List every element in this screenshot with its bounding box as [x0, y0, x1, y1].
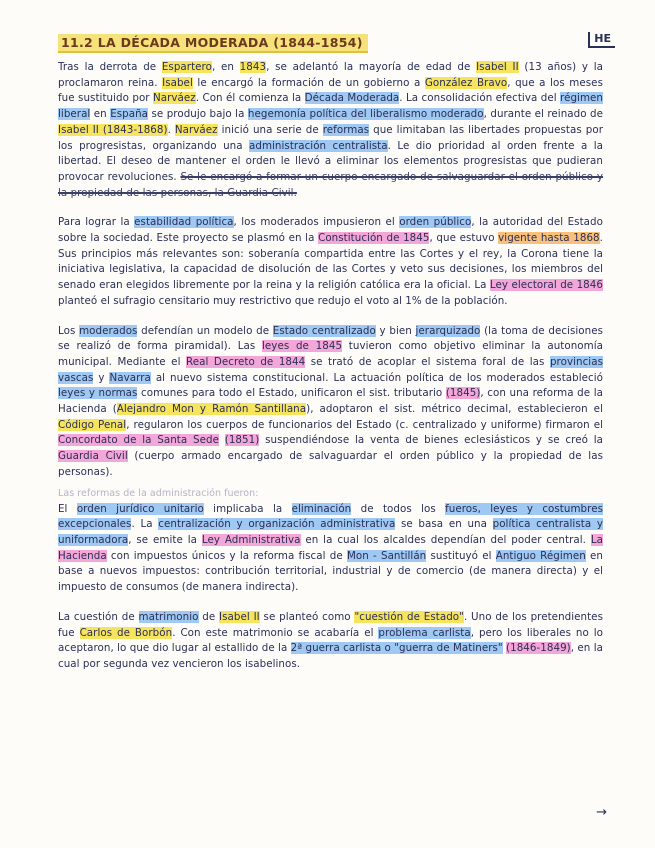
highlighted-text: régimen liberal — [58, 92, 604, 121]
text-run: , se emite la — [128, 533, 202, 546]
text-run: . La — [131, 518, 159, 531]
highlighted-text: Narváez — [174, 123, 218, 136]
text-run: , pero los liberales no lo aceptaron, lo que dio lugar al estallido de la — [58, 626, 604, 655]
text-run: defendían un modelo de — [137, 324, 273, 337]
faded-subheading — [58, 487, 603, 500]
highlighted-text: Isabel II (1843-1868) — [58, 123, 168, 136]
highlighted-text: jerarquizado — [415, 324, 481, 337]
text-run: y bien — [375, 324, 416, 337]
text-run: , la autoridad del Estado sobre la sociedad. Este proyecto se plasmó en la — [58, 216, 603, 245]
text-run: en la cual los alcaldes dependían del poder central. — [300, 533, 591, 546]
text-run: . Uno de los pretendientes fue — [58, 610, 603, 639]
text-run: inició una serie de — [217, 123, 323, 136]
highlighted-text: fueros, leyes y costumbres excepcionales — [58, 502, 603, 531]
paragraph — [58, 610, 603, 673]
highlighted-text: orden público — [399, 216, 472, 229]
highlighted-text: eliminación — [291, 502, 352, 515]
highlighted-text: Isabel — [162, 76, 193, 89]
text-run: (13 años) y la proclamaron reina. — [58, 61, 603, 89]
text-run: Para lograr la — [58, 216, 135, 229]
text-run: (cuerpo armado encargado de salvaguardar el orden público y la propiedad de las personas). — [58, 450, 603, 478]
notes-body — [58, 60, 603, 687]
highlighted-text: Concordato de la Santa Sede — [58, 434, 219, 447]
text-run: sustituyó el — [426, 549, 496, 562]
text-run: La cuestión de — [58, 610, 139, 623]
text-run: suspendiéndose la venta de bienes eclesiásticos y se creó la — [259, 434, 603, 447]
highlighted-text: orden jurídico unitario — [76, 502, 204, 515]
text-run: ), adoptaron el sist. métrico decimal, establecieron el — [306, 403, 603, 416]
text-run: se planteó como — [259, 610, 355, 623]
highlighted-text: matrimonio — [138, 610, 199, 623]
highlighted-text: vigente hasta 1868 — [498, 232, 600, 245]
text-run: El — [58, 502, 77, 515]
text-run: . Sus principios más relevantes son: soberanía compartida entre las Cortes y el rey, la Corona tiene la iniciativa legislativa, la capacidad de disolución de las Cortes y veto sus decisiones, los miembros del senado eran elegidos libremente por la reina y la religión católica era la oficial. La — [58, 232, 603, 292]
page-header — [58, 34, 615, 56]
highlighted-text: Real Decreto de 1844 — [185, 355, 306, 368]
highlighted-text: estabilidad política — [134, 216, 234, 229]
highlighted-text: España — [110, 108, 149, 121]
paragraph — [58, 324, 603, 481]
highlighted-text: Ley electoral de 1846 — [489, 279, 603, 292]
text-run: en base a nuevos impuestos: contribución territorial, industrial y de comercio (de manera directa) y el impuesto de consumos (de manera indirecta). — [58, 549, 603, 594]
highlighted-text: política centralista y uniformadora — [58, 518, 604, 546]
text-run: , en — [211, 61, 240, 73]
text-run: de — [198, 610, 220, 623]
highlighted-text: Código Penal — [58, 418, 127, 431]
text-run: se trató de acoplar el sistema foral de las — [305, 355, 550, 368]
text-run: (la toma de decisiones se realizó de forma piramidal). Las — [58, 324, 603, 353]
text-run: , en la cual por segunda vez vencieron los isabelinos. — [58, 642, 603, 670]
paragraph — [58, 60, 603, 201]
highlighted-text: leyes de 1845 — [262, 340, 343, 353]
text-run: implicaba la — [203, 502, 292, 515]
highlighted-text: reformas — [322, 123, 370, 136]
highlighted-text: 1843 — [239, 61, 267, 73]
highlighted-text: centralización y organización administrativa — [158, 518, 396, 531]
highlighted-text: Isabel II — [476, 61, 519, 73]
highlighted-text: Carlos de Borbón — [79, 626, 173, 639]
text-run: y — [93, 371, 110, 384]
highlighted-text: Mon - Santillán — [346, 549, 427, 562]
highlighted-text: González Bravo — [424, 76, 508, 89]
text-run: tuvieron como objetivo eliminar la autonomía municipal. Mediante el — [58, 340, 603, 368]
highlighted-text: moderados — [79, 324, 138, 337]
text-run: se basa en una — [395, 518, 493, 531]
highlighted-text: Ley Administrativa — [201, 533, 301, 546]
text-run: , durante el reinado de — [483, 108, 603, 121]
text-run: . — [167, 123, 175, 136]
highlighted-text: hegemonía política del liberalismo moderado — [247, 108, 484, 121]
text-run: Los — [58, 324, 80, 337]
text-run: comunes para todo el Estado, unificaron el sist. tributario — [137, 387, 446, 400]
highlighted-text: problema carlista — [378, 626, 471, 639]
highlighted-text: provincias vascas — [58, 355, 603, 384]
text-run: . Con este matrimonio se acabaría el — [172, 626, 379, 639]
text-run: planteó el sufragio censitario muy restrictivo que redujo el voto al 1% de la población. — [58, 294, 508, 307]
paragraph — [58, 502, 603, 596]
text-run: le encargó la formación de un gobierno a — [192, 76, 425, 89]
highlighted-text: Guardia Civil — [58, 450, 128, 463]
text-run: , que a los meses fue sustituido por — [58, 76, 603, 105]
highlighted-text: leyes y normas — [58, 387, 138, 400]
highlighted-text: (1845) — [445, 387, 481, 400]
page-title: 11.2 LA DÉCADA MODERADA (1844-1854) — [58, 34, 368, 53]
text-run: , regularon los cuerpos de funcionarios del Estado (c. centralizado y uniforme) firmaron el — [126, 418, 603, 431]
text-run: se produjo bajo la — [148, 108, 248, 121]
text-run: en — [90, 108, 111, 121]
highlighted-text: Isabel II — [219, 610, 260, 623]
text-run: , con una reforma de la Hacienda ( — [58, 387, 604, 416]
paragraph — [58, 215, 603, 309]
text-run: , los moderados impusieron el — [233, 216, 400, 229]
text-run: con impuestos únicos y la reforma fiscal de — [106, 549, 347, 562]
highlighted-text: Navarra — [109, 371, 151, 384]
text-run: que limitaban las libertades propuestas por los progresistas, organizando una — [58, 123, 603, 152]
highlighted-text: Narváez — [152, 92, 196, 105]
text-run: de todos los — [351, 502, 446, 515]
highlighted-text: (1846-1849) — [506, 642, 571, 655]
text-run: Tras la derrota de — [58, 61, 162, 73]
highlighted-text: administración centralista — [249, 139, 388, 152]
text-run: al nuevo sistema constitucional. La actuación política de los moderados estableció — [150, 371, 603, 384]
highlighted-text: Antiguo Régimen — [495, 549, 586, 562]
highlighted-text: "cuestión de Estado" — [354, 610, 464, 623]
highlighted-text: Alejandro Mon y Ramón Santillana — [116, 403, 307, 416]
struck-text: Se le encargó a formar un cuerpo encargado de salvaguardar el orden público y la propiedad de las personas, la Guardia Civil. — [58, 170, 603, 199]
highlighted-text: La Hacienda — [58, 533, 603, 562]
text-run — [219, 434, 225, 446]
highlighted-text: Estado centralizado — [272, 324, 376, 337]
next-page-arrow-icon: → — [596, 805, 607, 820]
text-run: , que estuvo — [429, 232, 499, 245]
text-run: . Le dio prioridad al orden frente a la libertad. El deseo de mantener el orden le llevó a eliminar los elementos progresistas que pudieran provocar revoluciones. — [58, 139, 604, 183]
text-run: . Con él comienza la — [195, 92, 305, 105]
subject-badge: HE — [588, 32, 615, 48]
text-run: . La consolidación efectiva del — [399, 92, 561, 105]
text-run: , se adelantó la mayoría de edad de — [266, 61, 477, 73]
text-run: Las reformas de la administración fueron: — [58, 487, 259, 499]
highlighted-text: (1851) — [224, 434, 260, 447]
highlighted-text: Década Moderada — [304, 92, 400, 105]
highlighted-text: Constitución de 1845 — [318, 232, 430, 245]
highlighted-text: 2ª guerra carlista o "guerra de Matiners" — [290, 642, 503, 655]
highlighted-text: Espartero — [161, 61, 212, 73]
